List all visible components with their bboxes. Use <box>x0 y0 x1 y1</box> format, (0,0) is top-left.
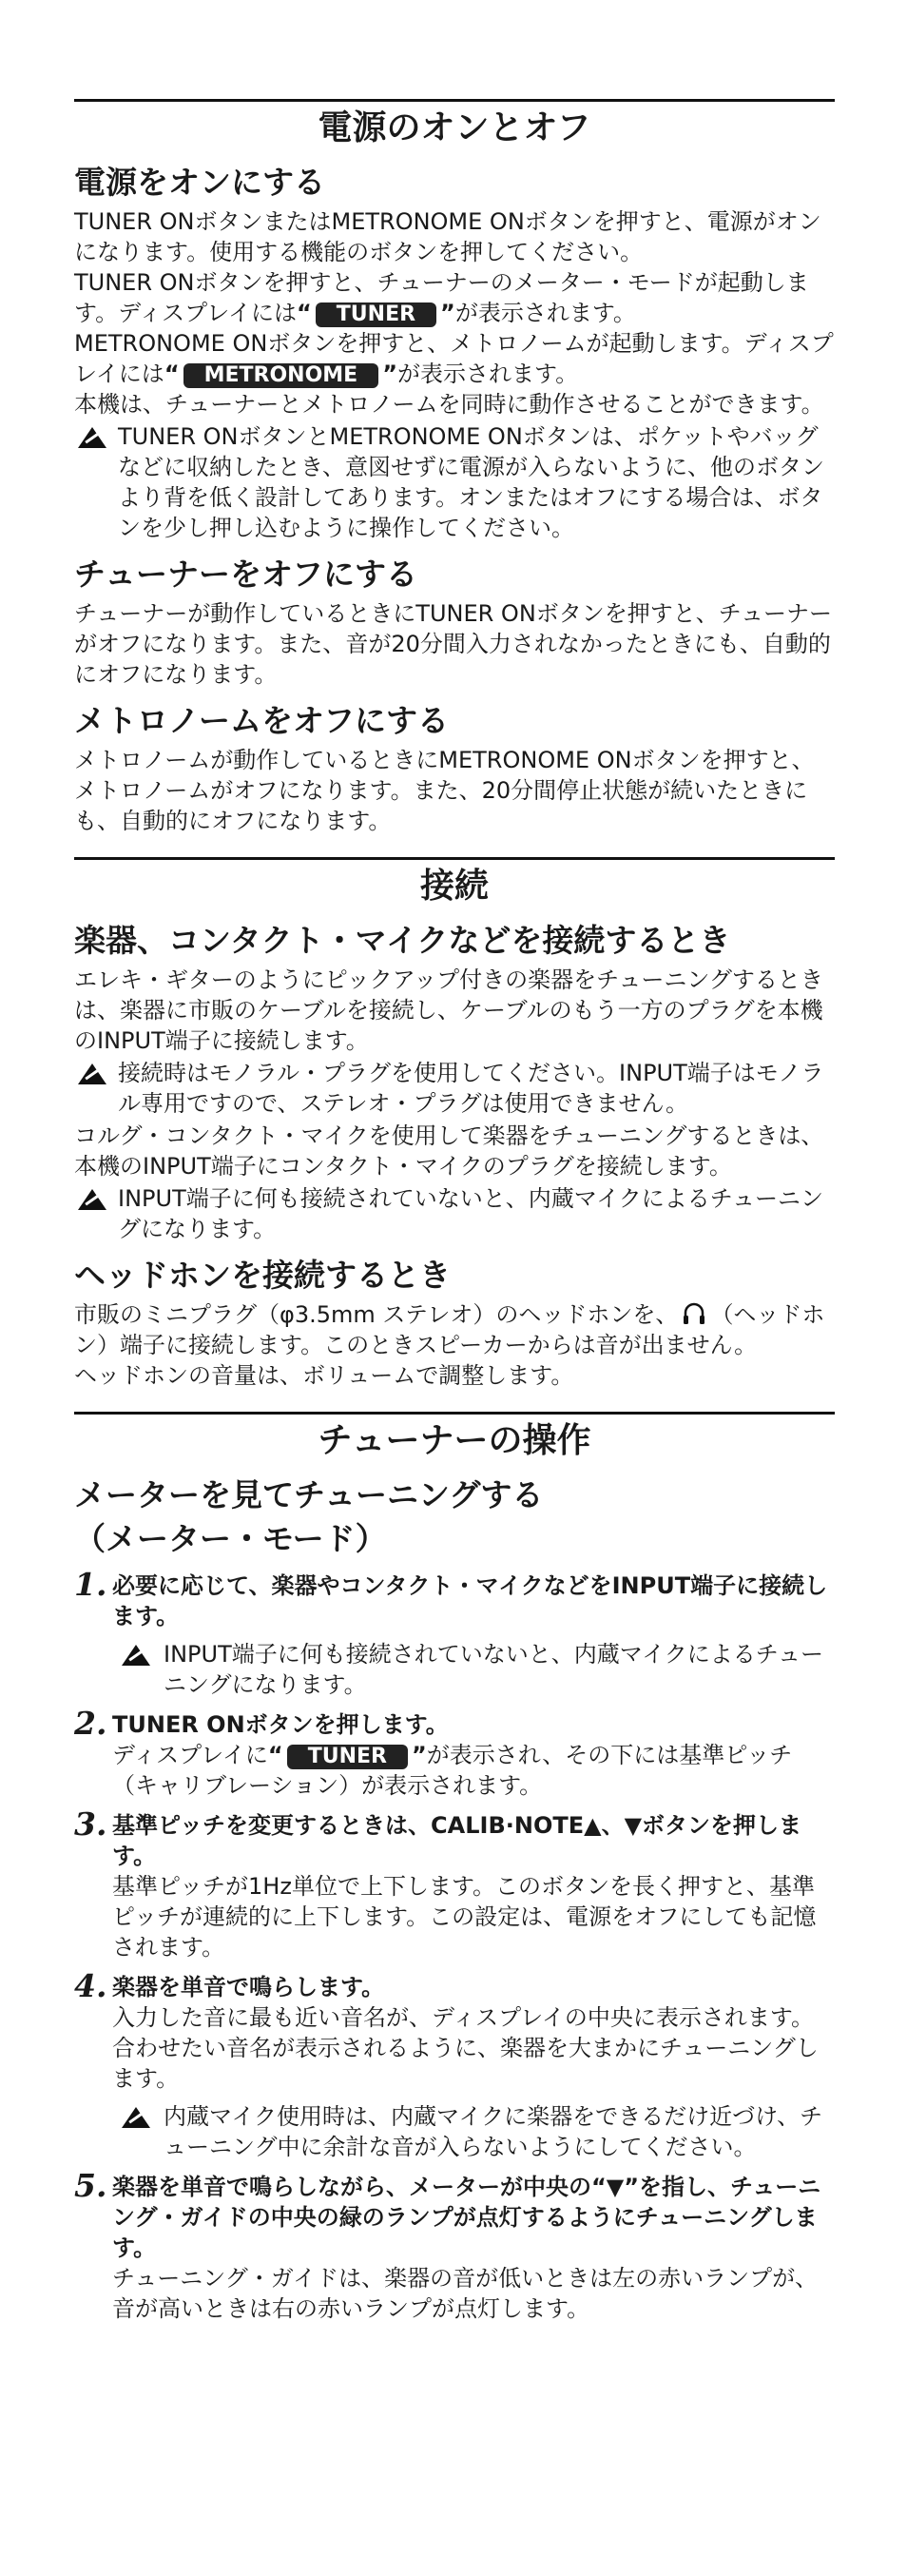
display-badge-tuner: TUNER <box>316 302 436 327</box>
step-body: チューニング・ガイドは、楽器の音が低いときは左の赤いランプが、音が高いときは右の赤いランプが点灯します。 <box>112 2265 819 2322</box>
section-title-connect: 接続 <box>419 867 489 906</box>
step-number: 5. <box>74 2167 107 2204</box>
step-body: 入力した音に最も近い音名が、ディスプレイの中央に表示されます。合わせたい音名が表示されるように、楽器を大まかにチューニングします。 <box>112 2004 819 2092</box>
step-title: 必要に応じて、楽器やコンタクト・マイクなどをINPUT端子に接続します。 <box>112 1572 828 1630</box>
step-4 <box>74 1967 835 2162</box>
heading-metronome-off: メトロノームをオフにする <box>74 702 450 739</box>
note <box>112 2101 835 2162</box>
section-header-tuner <box>74 1412 835 1464</box>
headphones-icon <box>682 1301 706 1326</box>
step-2 <box>74 1705 835 1801</box>
note-text: 接続時はモノラル・プラグを使用してください。INPUT端子はモノラル専用ですので、ステレオ・プラグは使用できません。 <box>118 1060 824 1117</box>
paragraph: ヘッドホンの音量は、ボリュームで調整します。 <box>74 1362 574 1389</box>
warning-icon <box>120 1643 152 1668</box>
paragraph: コルグ・コンタクト・マイクを使用して楽器をチューニングするときは、本機のINPUT端子にコンタクト・マイクのプラグを接続します。 <box>74 1122 824 1180</box>
step-number: 2. <box>74 1705 107 1742</box>
heading-connect-headphones: ヘッドホンを接続するとき <box>74 1257 451 1294</box>
step-title: 基準ピッチを変更するときは、CALIB·NOTE▲、▼ボタンを押します。 <box>112 1812 802 1869</box>
heading-meter-mode: メーターを見てチューニングする <box>74 1476 544 1513</box>
step-body: 基準ピッチが1Hz単位で上下します。このボタンを長く押すと、基準ピッチが連続的に上下します。この設定は、電源をオフにしても記憶されます。 <box>112 1873 817 1961</box>
step-number: 3. <box>74 1805 107 1843</box>
display-badge-tuner: TUNER <box>287 1745 408 1769</box>
display-badge-metronome: METRONOME <box>183 363 379 388</box>
paragraph: METRONOME ONボタンを押すと、メトロノームが起動します。ディスプレイには“ METRONOME ”が表示されます。 <box>74 330 834 387</box>
step-3 <box>74 1805 835 1962</box>
text: TUNER ONボタンを押すと、チューナーのメーター・モードが起動します。ディスプレイには <box>74 269 809 326</box>
text: ディスプレイに <box>112 1742 268 1768</box>
step-5 <box>74 2167 835 2324</box>
step-number: 1. <box>74 1566 107 1603</box>
note <box>112 1639 835 1700</box>
step-title: TUNER ONボタンを押します。 <box>112 1711 449 1738</box>
text: が表示されます。 <box>454 300 636 326</box>
text: （ヘッドホン）端子に接続します。このときスピーカーからは音が出ません。 <box>74 1301 825 1358</box>
section-header-power <box>74 99 835 151</box>
heading-connect-instrument: 楽器、コンタクト・マイクなどを接続するとき <box>74 922 731 959</box>
step-number: 4. <box>74 1967 107 2004</box>
note-text: TUNER ONボタンとMETRONOME ONボタンは、ポケットやバッグなどに収納したとき、意図せずに電源が入らないように、他のボタンより背を低く設計してあります。オンまたはオフにする場合は、ボタンを少し押し込むように操作してください。 <box>118 423 825 541</box>
section-title-power: 電源のオンとオフ <box>318 108 591 147</box>
heading-meter-mode-sub: （メーター・モード） <box>74 1520 387 1557</box>
step-body: ディスプレイに“ TUNER ”が表示され、その下には基準ピッチ（キャリブレーション）が表示されます。 <box>112 1742 793 1799</box>
paragraph: メトロノームが動作しているときにMETRONOME ONボタンを押すと、メトロノームがオフになります。また、20分間停止状態が続いたときにも、自動的にオフになります。 <box>74 747 815 834</box>
paragraph: 本機は、チューナーとメトロノームを同時に動作させることができます。 <box>74 391 824 418</box>
warning-icon <box>76 1062 108 1086</box>
note-text: INPUT端子に何も接続されていないと、内蔵マイクによるチューニングになります。 <box>164 1641 824 1698</box>
warning-icon <box>120 2105 152 2130</box>
warning-icon <box>76 1187 108 1212</box>
text: が表示されます。 <box>396 361 579 387</box>
heading-tuner-off: チューナーをオフにする <box>74 556 418 593</box>
heading-power-on: 電源をオンにする <box>74 164 325 201</box>
paragraph <box>74 1299 835 1360</box>
paragraph: TUNER ONボタンを押すと、チューナーのメーター・モードが起動します。ディスプレイには“ TUNER ”が表示されます。 <box>74 269 809 326</box>
text: 市販のミニプラグ（φ3.5mm ステレオ）のヘッドホンを、 <box>74 1301 679 1328</box>
section-title-tuner: チューナーの操作 <box>318 1421 591 1460</box>
note-text: 内蔵マイク使用時は、内蔵マイクに楽器をできるだけ近づけ、チューニング中に余計な音が入らないようにしてください。 <box>164 2103 823 2160</box>
step-title: 楽器を単音で鳴らしながら、メーターが中央の“▼”を指し、チューニング・ガイドの中央の緑のランプが点灯するようにチューニングします。 <box>112 2174 821 2261</box>
paragraph: エレキ・ギターのようにピックアップ付きの楽器をチューニングするときは、楽器に市販のケーブルを接続し、ケーブルのもう一方のプラグを本機のINPUT端子に接続します。 <box>74 966 823 1054</box>
note-text: INPUT端子に何も接続されていないと、内蔵マイクによるチューニングになります。 <box>118 1185 824 1242</box>
section-header-connect <box>74 857 835 909</box>
warning-icon <box>76 425 108 450</box>
text: が表示され、その下には基準ピッチ（キャリブレーション）が表示されます。 <box>112 1742 793 1799</box>
paragraph: TUNER ONボタンまたはMETRONOME ONボタンを押すと、電源がオンになります。使用する機能のボタンを押してください。 <box>74 208 821 265</box>
manual-page <box>74 99 835 2324</box>
step-title: 楽器を単音で鳴らします。 <box>112 1974 385 2000</box>
paragraph: チューナーが動作しているときにTUNER ONボタンを押すと、チューナーがオフになります。また、音が20分間入力されなかったときにも、自動的にオフになります。 <box>74 600 833 688</box>
note <box>74 421 835 543</box>
note <box>74 1058 835 1119</box>
note <box>74 1183 835 1244</box>
step-1 <box>74 1566 835 1700</box>
text: METRONOME ONボタンを押すと、メトロノームが起動します。ディスプレイには <box>74 330 834 387</box>
